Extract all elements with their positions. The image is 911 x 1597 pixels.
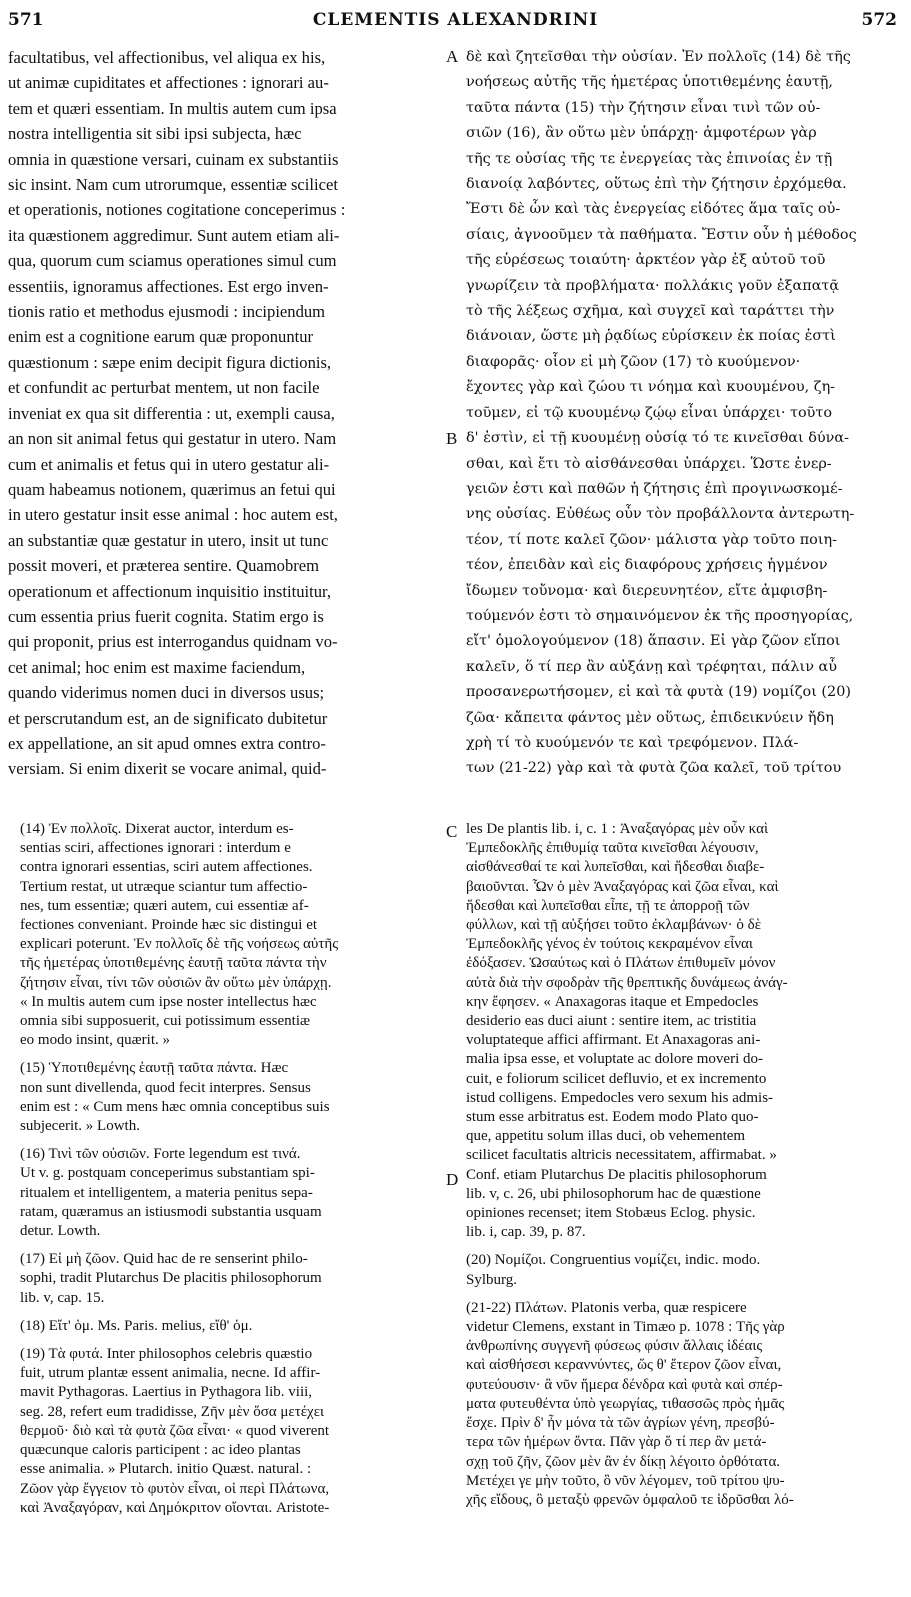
latin-text-line: quæstionum : sæpe enim decipit figura dictionis, <box>8 352 332 372</box>
margin-letter-c: C <box>446 822 458 841</box>
footnote-line: αὐτὰ διὰ τὴν σφοδρὰν τῆς θρεπτικῆς δυνάμεως ἀνάγ- <box>466 974 788 991</box>
greek-text-line: χρὴ τί τὸ κυούμενόν τε καὶ τρεφόμενον. Πλά- <box>466 734 799 751</box>
footnote-line: Ζῶον γὰρ ἔγγειον τὸ φυτὸν εἶναι, οἱ περὶ Πλάτωνα, <box>20 1480 330 1497</box>
footnote-line: Μετέχει γε μὴν τοῦτο, ὃ νῦν λέγομεν, τοῦ τρίτου ψυ- <box>466 1472 785 1489</box>
footnote-line: explicari poterunt. Ἐν πολλοῖς δὲ τῆς νοήσεως αὐτῆς <box>20 936 339 953</box>
margin-letter-d: D <box>446 1170 459 1189</box>
footnote-line: Ἐμπεδοκλῆς γένος ἐν τούτοις κεκραμένον εἶναι <box>466 936 753 953</box>
footnote-line: subjecerit. » Lowth. <box>20 1118 140 1135</box>
latin-text-line: possit moveri, et præterea sentire. Quamobrem <box>8 556 320 576</box>
footnote-line: mavit Pythagoras. Laertius in Pythagora lib. viii, <box>20 1384 313 1401</box>
latin-text-line: nostra intelligentia sit sibi ipsi subjecta, hæc <box>8 124 302 144</box>
footnote-gap <box>20 1336 444 1345</box>
footnote-line: que, appetitu solum illas duci, ob vehementem <box>466 1128 746 1145</box>
footnote-line: voluptateque affici affirmant. Et Anaxagoras ani- <box>466 1032 761 1049</box>
footnote-line: Conf. etiam Plutarchus De placitis philosophorum <box>466 1166 767 1183</box>
footnote-gap <box>466 1242 898 1251</box>
latin-text-line: facultatibus, vel affectionibus, vel aliqua ex his, <box>8 48 326 67</box>
greek-text-line: τέον, ἐπειδὰν καὶ εἰς διαφόρους χρήσεις ἡγμένον <box>466 557 828 574</box>
footnote-line: omnia sibi supposuerit, cui potissimum essentiæ <box>20 1013 310 1030</box>
footnote-line: sentias sciri, affectiones ignorari : interdum e <box>20 840 291 857</box>
latin-text-line: cum essentia prius fuerit cognita. Statim ergo is <box>8 606 324 626</box>
greek-text-line: σίαις, ἀγνοοῦμεν τὰ παθήματα. Ἔστιν οὖν ἡ μέθοδος <box>466 226 857 243</box>
footnote-line: contra ignorari essentias, sciri autem affectiones. <box>20 859 313 876</box>
latin-text-line: cet animal; hoc enim est maxime faciendum, <box>8 657 306 677</box>
footnote-line: Tertium restat, ut utræque sciantur tum affectio- <box>20 878 308 895</box>
footnote-line: fectiones conveniant. Proinde hæc sic distingui et <box>20 917 318 934</box>
footnote-line: θερμοῦ· διὸ καὶ τὰ φυτὰ ζῶα εἶναι· « quod viverent <box>20 1422 330 1439</box>
greek-text-line: ζῶα· κἄπειτα φάντος μὲν οὕτως, ἐπιδεικνύειν ἤδη <box>466 709 834 726</box>
footnote-line: (14) Ἐν πολλοῖς. Dixerat auctor, interdum es- <box>20 821 294 837</box>
footnote-line: quæcunque caloris participent : ac ideo plantas <box>20 1442 301 1459</box>
footnote-line: malia ipsa esse, et voluptate ac dolore moveri do- <box>466 1051 763 1068</box>
footnote-line: ἥδεσθαι καὶ λυπεῖσθαι εἶπε, τῇ τε ἀπορροῇ τῶν <box>466 897 750 914</box>
latin-main-text <box>8 45 442 782</box>
latin-text-line: quando viderimus nomen duci in diversos usus; <box>8 683 325 703</box>
footnote-line: καὶ Ἀναξαγόραν, καὶ Δημόκριτον οἴονται. Aristote- <box>20 1499 330 1516</box>
footnote-line: φύλλων, καὶ τῇ αὐξήσει τοῦτο ἐκλαμβάνων· ὁ δὲ <box>466 917 762 934</box>
footnote-line: opiniones recenset; item Stobæus Eclog. physic. <box>466 1205 756 1222</box>
footnote-line: sophi, tradit Plutarchus De placitis philosophorum <box>20 1270 322 1287</box>
latin-text-line: inveniat ex qua sit differentia : ut, exempli causa, <box>8 403 335 423</box>
footnote-line: detur. Lowth. <box>20 1223 101 1240</box>
running-title: CLEMENTIS ALEXANDRINI <box>312 10 599 30</box>
latin-text-line: in utero gestatur insit esse animal : hoc autem est, <box>8 505 338 525</box>
greek-text-line: καλεῖν, ὅ τί περ ἂν αὐξάνῃ καὶ τρέφηται, πάλιν αὖ <box>466 658 837 675</box>
footnote-line: κην ἔφησεν. « Anaxagoras itaque et Empedocles <box>466 993 759 1010</box>
greek-text-line: διανοίᾳ λαβόντες, οὕτως ἐπὶ τὴν ζήτησιν ἐρχόμεθα. <box>466 176 847 193</box>
greek-text-line: δὲ καὶ ζητεῖσθαι τὴν οὐσίαν. Ἐν πολλοῖς (14) δὲ τῆς <box>466 49 851 65</box>
footnote-line: scilicet facultatis altricis necessitatem, affirmabat. » <box>466 1147 777 1164</box>
footnote <box>20 1250 444 1308</box>
greek-text-line: των (21-22) γὰρ καὶ τὰ φυτὰ ζῶα καλεῖ, τοῦ τρίτου <box>466 760 842 777</box>
footnote-line: Sylburg. <box>466 1271 517 1288</box>
footnote <box>20 1345 444 1518</box>
greek-text-line: τῆς τε οὐσίας τῆς τε ἐνεργείας τὰς ἐπινοίας ἐν τῇ <box>466 150 833 167</box>
footnote-line: ritualem et intelligentem, a materia penitus sepa- <box>20 1184 313 1201</box>
footnote-line: τῆς ἡμετέρας ὑποτιθεμένης ἑαυτῇ ταῦτα πάντα τὴν <box>20 955 327 972</box>
greek-text-line: εἴτ' ὁμολογούμενον (18) ἅπασιν. Εἰ γὰρ ζῶον εἴποι <box>466 633 841 650</box>
greek-text-line: νοήσεως αὐτῆς τῆς ἡμετέρας ὑποτιθεμένης ἑαυτῇ, <box>466 74 833 91</box>
greek-text-line: τοῦμεν, εἰ τῷ κυουμένῳ ζῴῳ εἶναι ὑπάρχει· τοῦτο <box>466 404 833 421</box>
latin-text-line: ex appellatione, an sit apud omnes extra contro- <box>8 733 326 753</box>
page-number-left: 571 <box>8 10 44 30</box>
greek-text-line: σιῶν (16), ἂν οὕτω μὲν ὑπάρχῃ· ἀμφοτέρων γὰρ <box>466 125 817 142</box>
footnote-line: (17) Εἰ μὴ ζῶον. Quid hac de re senserint philo- <box>20 1251 308 1268</box>
footnote-line: (19) Τὰ φυτά. Inter philosophos celebris quæstio <box>20 1346 313 1363</box>
footnote-line: nes, tum essentiæ; quæri autem, cui essentiæ af- <box>20 897 309 914</box>
latin-text-line: cum et animalis et fetus qui in utero gestatur ali- <box>8 454 330 474</box>
greek-text-line: τῆς εὑρέσεως τοιαύτη· ἀρκτέον γὰρ ἐξ αὐτοῦ τοῦ <box>466 252 826 269</box>
footnote-line: ἔσχε. Πρὶν δ' ἦν μόνα τὰ τῶν ἀγρίων γένη, πρεσβύ- <box>466 1415 775 1432</box>
greek-text-line: διαφορᾶς· οἷον εἰ μὴ ζῶον (17) τὸ κυούμενον· <box>466 353 801 370</box>
footnote-line: les De plantis lib. i, c. 1 : Ἀναξαγόρας μὲν οὖν καὶ <box>466 821 769 837</box>
footnote-line: (16) Τινὶ τῶν οὐσιῶν. Forte legendum est τινά. <box>20 1146 301 1163</box>
latin-text-line: qui proponit, prius est interrogandus quidnam vo- <box>8 632 338 652</box>
footnote-line: fuit, utrum plantæ essent animalia, necne. Id affir- <box>20 1365 321 1382</box>
footnote-line: desiderio eas duci aiunt : sentire item, ac tristitia <box>466 1013 757 1030</box>
footnote-line: αἰσθάνεσθαί τε καὶ λυπεῖσθαι, καὶ ἥδεσθαι διαβε- <box>466 859 765 876</box>
footnote-line: eo modo insint, quærit. » <box>20 1032 170 1049</box>
greek-text-line: τὸ τῆς λέξεως σχῆμα, καὶ συγχεῖ καὶ ταράττει τὴν <box>466 303 835 320</box>
footnote-line: istud colligens. Empedocles vero sexum his admis- <box>466 1089 774 1106</box>
footnote-line: « In multis autem cum ipse noster intellectus hæc <box>20 993 317 1010</box>
latin-text-line: et perscrutandum est, an de significato dubitetur <box>8 708 328 728</box>
footnote-line: lib. v, cap. 15. <box>20 1289 105 1306</box>
greek-main-text <box>466 45 898 782</box>
footnote-line: ἐδόξασεν. Ὡσαύτως καὶ ὁ Πλάτων ἐπιθυμεῖν μόνον <box>466 955 776 972</box>
footnote-line: καὶ αἰσθήσεσι κεραννύντες, ὥς θ' ἕτερον ζῶον εἶναι, <box>466 1357 782 1374</box>
footnote-line: (21-22) Πλάτων. Platonis verba, quæ respicere <box>466 1299 747 1316</box>
greek-text-line: προσανερωτήσομεν, εἰ καὶ τὰ φυτὰ (19) νομίζοι (20) <box>466 684 851 701</box>
margin-letter-a: A <box>446 47 459 66</box>
footnotes-left <box>20 820 444 1518</box>
footnote <box>20 820 444 1050</box>
footnote-line: Ut v. g. postquam conceperimus substantiam spi- <box>20 1165 315 1182</box>
footnote-line: ἀνθρωπίνης συγγενῆ φύσεως φύσιν ἄλλαις ἰδέαις <box>466 1338 763 1355</box>
greek-text-line: ἴδωμεν τοὔνομα· καὶ διερευνητέον, εἴτε ἀμφισβη- <box>466 582 828 599</box>
footnote-line: non sunt divellenda, quod fecit interpres. Sensus <box>20 1079 311 1096</box>
greek-text-line: τέον, τί ποτε καλεῖ ζῶον· μάλιστα γὰρ τοῦτο ποιη- <box>466 531 837 548</box>
latin-text-line: ita quæstionem aggredimur. Sunt autem etiam ali- <box>8 225 340 245</box>
footnote-line: videtur Clemens, exstant in Timæo p. 1078 : Τῆς γὰρ <box>466 1319 785 1336</box>
latin-text-line: et confundit ac perturbat mentem, ut non facile <box>8 378 320 398</box>
greek-text-line: γειῶν ἐστι καὶ παθῶν ἡ ζήτησις ἐπὶ προγινωσκομέ- <box>466 480 843 497</box>
footnote <box>20 1145 444 1241</box>
footnote-gap <box>20 1308 444 1317</box>
page-number-right: 572 <box>861 10 897 30</box>
footnote-line: cuit, e foliorum scilicet defluvio, et ex incremento <box>466 1070 767 1087</box>
footnote-line: χῆς εἴδους, ὃ μεταξὺ φρενῶν ὀμφαλοῦ τε ἱδρῦσθαι λό- <box>466 1491 794 1508</box>
footnote-line: lib. i, cap. 39, p. 87. <box>466 1224 586 1241</box>
greek-text-line: νης οὐσίας. Εὐθέως οὖν τὸν προβάλλοντα ἀντερωτη- <box>466 506 855 523</box>
latin-text-line: an substantiæ quæ gestatur in utero, insit ut tunc <box>8 530 329 550</box>
greek-text-line: Ἔστι δὲ ὧν καὶ τὰς ἐνεργείας εἰδότες ἅμα ταῖς οὐ- <box>466 201 841 218</box>
footnote-line: (18) Εἴτ' ὁμ. Ms. Paris. melius, εἴθ' ὁμ. <box>20 1317 253 1334</box>
greek-text-line: τούμενόν ἐστι τὸ σημαινόμενον ἐκ τῆς προσηγορίας, <box>466 607 854 624</box>
latin-text-line: tem et quæri essentiam. In multis autem cum ipsa <box>8 98 337 118</box>
footnote-line: esse animalia. » Plutarch. initio Quæst. natural. : <box>20 1461 312 1478</box>
latin-text-line: quam habeamus notionem, quærimus an fetui qui <box>8 479 336 499</box>
latin-text-line: qua, quorum cum sciamus operationes simul cum <box>8 251 337 271</box>
footnote <box>466 1299 898 1510</box>
latin-text-line: versiam. Si enim dixerit se vocare animal, quid- <box>8 759 327 779</box>
latin-text-line: omnia in quæstione versari, cuinam ex substantiis <box>8 149 339 169</box>
latin-text-line: an non sit animal fetus qui gestatur in utero. Nam <box>8 429 337 449</box>
page-header <box>0 10 911 40</box>
greek-text-line: ταῦτα πάντα (15) τὴν ζήτησιν εἶναι τινὶ τῶν οὐ- <box>466 99 821 116</box>
footnote-line: enim est : « Cum mens hæc omnia conceptibus suis <box>20 1098 330 1115</box>
footnote-line: βαιοῦνται. Ὧν ὁ μὲν Ἀναξαγόρας καὶ ζῶα εἶναι, καὶ <box>466 878 779 895</box>
greek-text-line: διάνοιαν, ὥστε μὴ ῥᾳδίως εὑρίσκειν ἐκ ποίας ἐστὶ <box>466 328 836 345</box>
footnote <box>20 1317 444 1336</box>
latin-text-line: operationum et affectionum inquisitio instituitur, <box>8 581 332 601</box>
footnotes-right <box>466 820 898 1510</box>
greek-text-line: γνωρίζειν τὰ προβλήματα· πολλάκις γοῦν ἐξαπατᾷ <box>466 277 840 294</box>
greek-text-line: δ' ἐστὶν, εἰ τῇ κυουμένῃ οὐσίᾳ τό τε κινεῖσθαι δύνα- <box>466 430 849 447</box>
footnote-line: σχῃ τοῦ ζῆν, ζῶον μὲν ἂν ἐν δίκῃ λέγοιτο ὀρθότατα. <box>466 1453 781 1470</box>
margin-letter-b: B <box>446 429 458 448</box>
footnote-line: φυτεύουσιν· ἃ νῦν ἥμερα δένδρα καὶ φυτὰ καὶ σπέρ- <box>466 1376 783 1393</box>
greek-text-line: ἔχοντες γὰρ καὶ ζώου τι νόημα καὶ κυουμένου, ζη- <box>466 379 836 396</box>
latin-text-line: tionis ratio et methodus ejusmodi : incipiendum <box>8 302 326 322</box>
footnote-line: ματα φυτευθέντα ὑπὸ γεωργίας, τιθασσῶς πρὸς ἡμᾶς <box>466 1395 785 1412</box>
footnote-line: lib. v, c. 26, ubi philosophorum hac de quæstione <box>466 1185 761 1202</box>
footnote <box>466 820 898 1242</box>
latin-text-line: essentiis, ignoramus affectiones. Est ergo inven- <box>8 276 329 296</box>
latin-text-line: et operationis, notiones cogitatione conceperimus : <box>8 200 346 220</box>
footnote-line: Ἐμπεδοκλῆς ἐπιθυμίᾳ ταῦτα κινεῖσθαι λέγουσιν, <box>466 840 759 857</box>
footnote-line: ratam, quæramus an istiusmodi substantia usquam <box>20 1203 322 1220</box>
footnote-line: stum esse arbitratus est. Eodem modo Plato quo- <box>466 1109 759 1126</box>
footnote-line: ζήτησιν εἶναι, τίνι τῶν οὐσιῶν ἂν οὕτω μὲν ὑπάρχῃ. <box>20 974 332 991</box>
footnote-gap <box>20 1050 444 1059</box>
latin-text-line: sic insint. Nam cum utrorumque, essentiæ scilicet <box>8 175 338 195</box>
footnote-gap <box>20 1241 444 1250</box>
latin-text-line: ut animæ cupiditates et affectiones : ignorari au- <box>8 73 329 93</box>
footnote-line: seg. 28, refert eum tradidisse, Ζῆν μὲν ὅσα μετέχει <box>20 1403 325 1420</box>
footnote-gap <box>466 1290 898 1299</box>
footnote-line: (20) Νομίζοι. Congruentius νομίζει, indic. modo. <box>466 1252 761 1269</box>
footnote-line: (15) Ὑποτιθεμένης ἑαυτῇ ταῦτα πάντα. Hæc <box>20 1060 289 1077</box>
footnote <box>466 1251 898 1289</box>
footnote-line: τερα τῶν ἡμέρων ὄντα. Πᾶν γὰρ ὅ τί περ ἂν μετά- <box>466 1434 767 1451</box>
footnote <box>20 1059 444 1136</box>
footnote-gap <box>20 1136 444 1145</box>
latin-text-line: enim est a cognitione earum quæ proponuntur <box>8 327 314 347</box>
greek-text-line: σθαι, καὶ ἔτι τὸ αἰσθάνεσθαι ὑπάρχει. Ὥστε ἐνερ- <box>466 455 832 472</box>
